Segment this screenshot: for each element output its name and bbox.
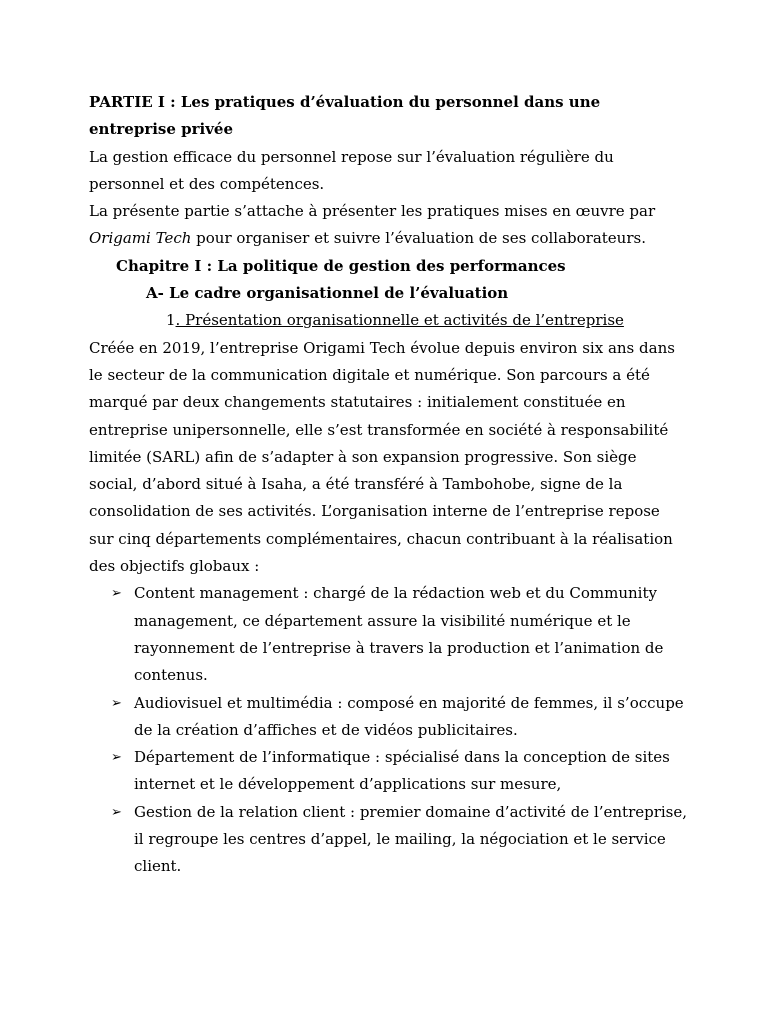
departments-list xyxy=(89,580,689,880)
list-item xyxy=(89,690,689,745)
list-item-text: Département de l’informatique : spécialisé dans la conception de sites internet et le développement d’applications sur mesure, xyxy=(134,748,670,794)
subsection-title xyxy=(89,307,689,334)
list-item-text: Content management : chargé de la rédaction web et du Community management, ce département assure la visibilité numérique et le rayonnement de l’entreprise à travers la production et l’animation de contenus. xyxy=(134,584,664,685)
subsection-number: 1 xyxy=(166,311,176,330)
arrow-bullet-icon: ➢ xyxy=(111,750,122,766)
arrow-bullet-icon: ➢ xyxy=(111,695,122,711)
list-item-text: Gestion de la relation client : premier domaine d’activité de l’entreprise, il regroupe les centres d’appel, le mailing, la négociation et le service client. xyxy=(134,802,688,876)
list-item xyxy=(89,799,689,881)
list-item-text: Audiovisuel et multimédia : composé en majorité de femmes, il s’occupe de la création d’affiches et de vidéos publicitaires. xyxy=(134,693,684,739)
section-title: A- Le cadre organisationnel de l’évaluation xyxy=(146,284,509,303)
intro-paragraph-2 xyxy=(89,198,689,253)
list-item xyxy=(89,580,689,689)
intro-2-text-b: pour organiser et suivre l’évaluation de ses collaborateurs. xyxy=(191,229,646,248)
part-title: PARTIE I : Les pratiques d’évaluation du personnel dans une entreprise privée xyxy=(89,93,601,139)
arrow-bullet-icon: ➢ xyxy=(111,586,122,602)
intro-2-text-a: La présente partie s’attache à présenter les pratiques mises en œuvre par xyxy=(89,202,656,221)
chapter-title: Chapitre I : La politique de gestion des performances xyxy=(116,256,566,275)
document-body xyxy=(89,89,689,881)
intro-paragraph-1: La gestion efficace du personnel repose sur l’évaluation régulière du personnel et des compétences. xyxy=(89,147,614,193)
company-name-italic: Origami Tech xyxy=(89,229,192,248)
arrow-bullet-icon: ➢ xyxy=(111,804,122,820)
subsection-title-text: . Présentation organisationnelle et activités de l’entreprise xyxy=(175,311,624,330)
body-paragraph: Créée en 2019, l’entreprise Origami Tech évolue depuis environ six ans dans le secteur de la communication digitale et numérique. Son parcours a été marqué par deux changements statutaires : initialement constituée en entreprise unipersonnelle, elle s’est transformée en société à responsabilité limitée (SARL) afin de s’adapter à son expansion progressive. Son siège social, d’abord situé à Isaha, a été transféré à Tambohobe, signe de la consolidation de ses activités. L’organisation interne de l’entreprise repose sur cinq départements complémentaires, chacun contribuant à la réalisation des objectifs globaux : xyxy=(89,338,675,576)
list-item xyxy=(89,744,689,799)
